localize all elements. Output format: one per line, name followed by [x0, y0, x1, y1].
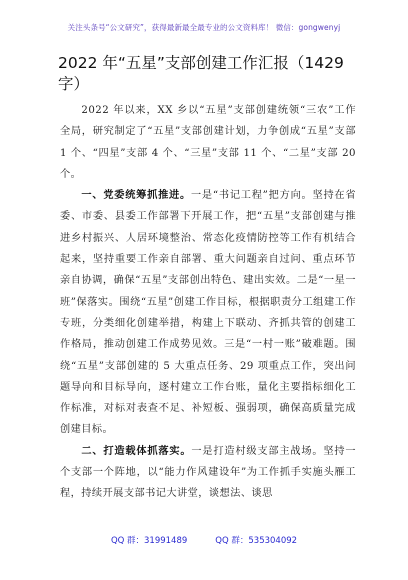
footer-qq-group-1: QQ 群：31991489: [110, 536, 188, 546]
header-banner: 关注头条号“公文研究”，获得最新最全最专业的公文资料库！ 微信：gongwenyj: [67, 23, 341, 32]
footer: [0, 534, 408, 546]
intro-paragraph: 2022 年以来，XX 乡以“五星”支部创建统领“三农”工作全局，研究制定了“五星”支部创建计划，力争创成“五星”支部 1 个、“四星”支部 4 个、“三星”支部 11 个、“二星”支部 20 个。: [60, 105, 356, 180]
document-body: [60, 100, 356, 505]
page-title: 2022 年“五星”支部创建工作汇报（1429 字）: [58, 54, 344, 93]
section-2-paragraph: [60, 441, 356, 505]
section-2-body: 一是打造村级支部主战场。坚持一个支部一个阵地，以“能力作风建设年”为工作抓手实施头雁工程，持续开展支部书记大讲堂，谈想法、谈思: [60, 445, 357, 500]
section-1-body: 一是“书记工程”把方向。坚持在省委、市委、县委工作部署下开展工作，把“五星”支部创建与推进乡村振兴、人居环境整治、常态化疫情防控等工作有机结合起来，坚持重要工作亲自部署、重大问题亲自过问、重点环节亲自协调，确保“五星”支部创出特色、建出实效。二是“一星一班”保落实。围绕“五星”创建工作目标，根据职责分工组建工作专班，分类细化创建举措，构建上下联动、齐抓共管的创建工作格局，推动创建工作成势见效。三是“一村一账”破难题。围绕“五星”支部创建的 5 大重点任务、29 项重点工作，突出问题导向和目标导向，逐村建立工作台账，量化主要指标细化工作标准，对标对表查不足、补短板、强弱项，确保高质量完成创建目标。: [60, 190, 356, 436]
section-1-heading: 一、党委统筹抓推进。: [81, 190, 191, 202]
footer-qq-group-2: QQ 群：535304092: [215, 536, 298, 546]
section-1-paragraph: [60, 185, 356, 441]
section-2-heading: 二、打造载体抓落实。: [81, 445, 192, 457]
